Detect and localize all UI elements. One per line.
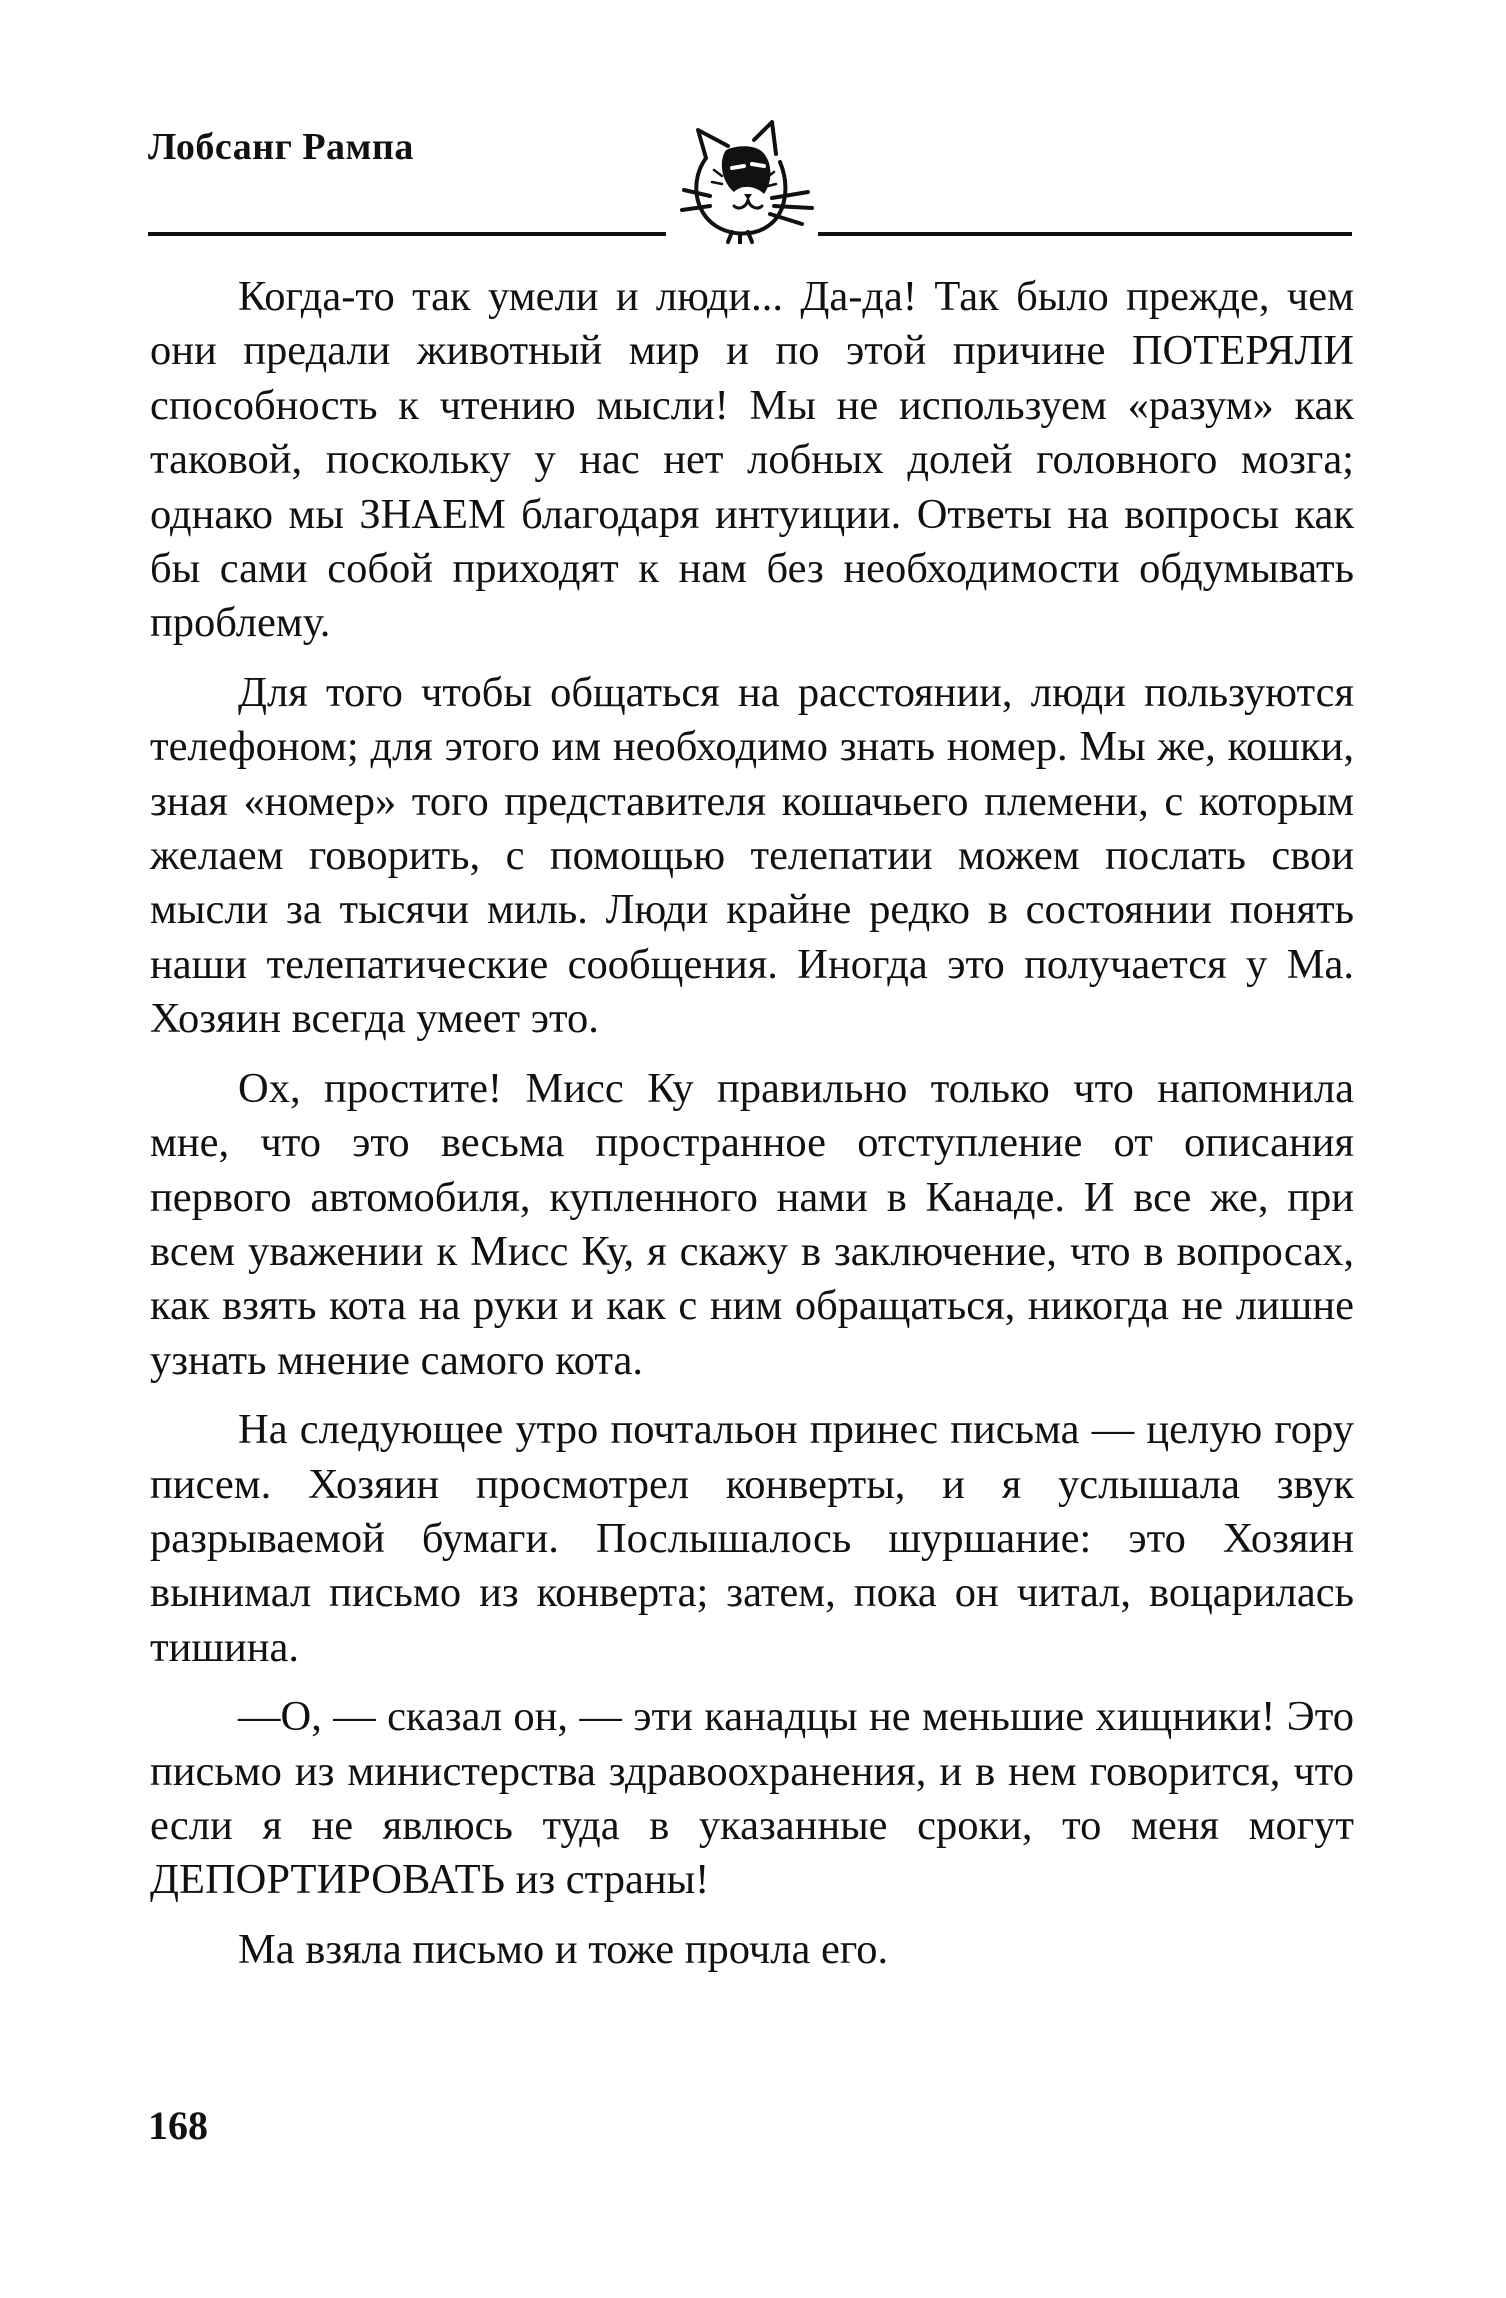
page-number: 168 bbox=[148, 2103, 208, 2148]
running-head-author: Лобсанг Рампа bbox=[148, 126, 414, 168]
paragraph: Когда-то так умели и люди... Да-да! Так было прежде, чем они предали животный мир и по этой причине ПОТЕРЯЛИ способность к чтению мысли! Мы не используем «разум» как таковой, поскольку у нас нет лобных долей головного мозга; однако мы ЗНАЕМ благодаря интуиции. Ответы на вопросы как бы сами собой приходят к нам без необходимости обдумывать проблему. bbox=[150, 273, 1354, 647]
paragraph: —О, — сказал он, — эти канадцы не меньшие хищники! Это письмо из министерства здравоохранения, и в нем говорится, что если я не явлюсь туда в указанные сроки, то меня могут ДЕПОРТИРОВАТЬ из страны! bbox=[150, 1693, 1354, 1904]
body-text bbox=[150, 270, 1354, 1992]
paragraph: На следующее утро почтальон принес письма — целую гору писем. Хозяин просмотрел конверты, и я услышала звук разрываемой бумаги. Послышалось шуршание: это Хозяин вынимал письмо из конверта; затем, пока он читал, воцарилась тишина. bbox=[150, 1406, 1354, 1671]
paragraph: Ох, простите! Мисс Ку правильно только что напомнила мне, что это весьма пространное отступление от описания первого автомобиля, купленного нами в Канаде. И все же, при всем уважении к Мисс Ку, я скажу в заключение, что в вопросах, как взять кота на руки и как с ним обращаться, никогда не лишне узнать мнение самого кота. bbox=[150, 1064, 1354, 1384]
cat-head-icon bbox=[676, 120, 822, 244]
header-rule-right bbox=[818, 232, 1352, 236]
header-rule-left bbox=[148, 232, 666, 236]
paragraph: Для того чтобы общаться на расстоянии, люди пользуются телефоном; для этого им необходимо знать номер. Мы же, кошки, зная «номер» того представителя кошачьего племени, с которым желаем говорить, с помощью телепатии можем послать свои мысли за тысячи миль. Люди крайне редко в состоянии понять наши телепатические сообщения. Иногда это получается у Ма. Хозяин всегда умеет это. bbox=[150, 668, 1354, 1043]
paragraph: Ма взяла письмо и тоже прочла его. bbox=[238, 1925, 889, 1973]
